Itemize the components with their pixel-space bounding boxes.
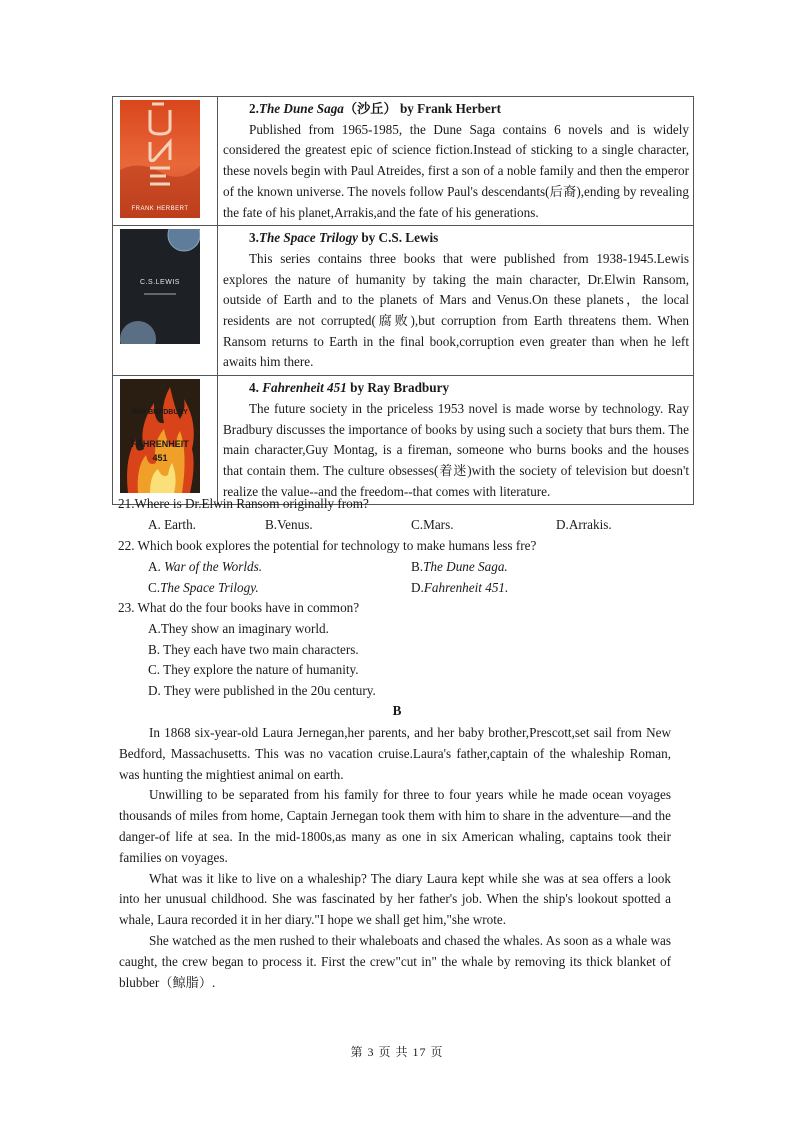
book-cover-cell bbox=[113, 97, 218, 226]
question-stem: 23. What do the four books have in common? bbox=[118, 600, 360, 615]
option-text: The Dune Saga. bbox=[423, 558, 508, 574]
book-cover-cell bbox=[113, 376, 218, 505]
book-number: 4. bbox=[249, 380, 263, 396]
question-22 bbox=[118, 536, 678, 598]
option-b: B.Venus. bbox=[265, 516, 313, 532]
book-description: The future society in the priceless 1953 novel is made worse by technology. Ray Bradbury discusses the importance of books by using such a society that burs them. The main character,Guy Montag, is a fireman, someone who burns books and the houses that contain them. The culture obsesses(着迷)with the society of television but doesn't realize the value--and the freedom--that comes with literature. bbox=[223, 400, 689, 499]
passage-paragraph: Unwilling to be separated from his family for three to four years while he made ocean voyages thousands of miles from home, Captain Jernegan took them with him to share in the adventure—and the danger-of life at sea. In the mid-1800s,as many as one in six American whaling, captains took their families on voyages. bbox=[119, 787, 671, 865]
option-d: D.Arrakis. bbox=[556, 516, 612, 532]
option-d: D. They were published in the 20u century. bbox=[148, 683, 376, 699]
section-b-passage bbox=[119, 723, 671, 993]
option-b bbox=[411, 557, 508, 578]
option-letter: C. bbox=[148, 579, 161, 595]
option-letter: D. bbox=[411, 579, 424, 595]
question-23 bbox=[118, 598, 678, 702]
option-text: The Space Trilogy. bbox=[160, 579, 259, 595]
book-number: 2. bbox=[249, 101, 259, 116]
fahrenheit-cover-title: FAHRENHEIT 451 bbox=[131, 439, 189, 464]
book-table bbox=[112, 96, 694, 505]
option-letter: B. bbox=[411, 558, 424, 574]
passage-paragraph: She watched as the men rushed to their whaleboats and chased the whales. As soon as a whale was caught, the crew began to process it. First the crew"cut in" the whale by removing its thick blanket of blubber（鲸脂）. bbox=[119, 932, 671, 990]
question-21 bbox=[118, 494, 678, 536]
dune-cover-image bbox=[120, 100, 200, 218]
option-text: War of the Worlds. bbox=[164, 558, 263, 574]
book-cover-cell bbox=[113, 226, 218, 376]
options-row bbox=[118, 578, 678, 599]
page-footer: 第 3 页 共 17 页 bbox=[350, 1045, 444, 1059]
book-title: The Space Trilogy bbox=[258, 230, 359, 246]
fahrenheit-cover-image bbox=[120, 379, 200, 493]
dune-cover-author: FRANK HERBERT bbox=[131, 206, 189, 212]
question-stem: 21.Where is Dr.Elwin Ransom originally from? bbox=[118, 496, 369, 511]
option-a: A. Earth. bbox=[148, 516, 196, 532]
book-cn-title: （沙丘） bbox=[343, 101, 397, 116]
option-letter: A. bbox=[148, 558, 165, 574]
space-trilogy-cover-text: C.S.LEWIS bbox=[140, 279, 180, 287]
fahrenheit-cover-author: RAY BRADBURY bbox=[132, 409, 188, 417]
option-c bbox=[148, 578, 259, 599]
book-author: by C.S. Lewis bbox=[358, 230, 439, 246]
book-number: 3. bbox=[249, 230, 259, 246]
options-row bbox=[118, 557, 678, 578]
book-description: This series contains three books that were published from 1938-1945.Lewis explores the nature of humanity by taking the main character, Dr.Elwin Ransom, outside of Earth and to the planets of Mars and Venus.On these planets，the local residents are not corrupted(腐败),but corruption from Earth threatens them. When Ransom returns to Earth in the final book,corruption even greater than when he left awaits him there. bbox=[223, 250, 689, 370]
option-a: A.They show an imaginary world. bbox=[148, 620, 329, 636]
book-heading bbox=[223, 228, 689, 249]
book-row-fahrenheit bbox=[113, 376, 694, 505]
book-heading bbox=[223, 99, 689, 120]
options-row bbox=[118, 515, 678, 536]
passage-paragraph: In 1868 six-year-old Laura Jernegan,her parents, and her baby brother,Prescott,set sail from New Bedford, Massachusetts. This was no vacation cruise.Laura's father,captain of the whaleship Roman, was hunting the mightiest animal on earth. bbox=[119, 725, 671, 782]
book-description: Published from 1965-1985, the Dune Saga contains 6 novels and is widely considered the greatest epic of science fiction.Instead of sticking to a single character, these novels begin with Paul Atreides, first a son of a noble family and then the emperor of the known universe. The novels follow Paul's descendants(后裔),ending by revealing the fate of his planet,Arrakis,and the fate of his generations. bbox=[223, 121, 689, 220]
book-row-dune bbox=[113, 97, 694, 226]
option-text: Fahrenheit 451. bbox=[423, 579, 509, 595]
book-title: Fahrenheit 451 bbox=[262, 380, 347, 396]
book-row-space-trilogy bbox=[113, 226, 694, 376]
book-author: by Frank Herbert bbox=[396, 101, 502, 116]
passage-paragraph: What was it like to live on a whaleship? The diary Laura kept while she was at sea offers a look into her unusual childhood. She was fascinated by her father's job. When the ship's lookout spotted a whale, Laura recorded it in her diary."I hope we shall get him,"she wrote. bbox=[119, 870, 671, 928]
book-author: by Ray Bradbury bbox=[346, 380, 450, 396]
book-heading bbox=[223, 378, 689, 399]
option-a bbox=[148, 557, 262, 578]
option-d bbox=[411, 578, 508, 599]
option-c: C.Mars. bbox=[411, 516, 454, 532]
book-title: The Dune Saga bbox=[258, 101, 344, 116]
section-b-title: B bbox=[392, 703, 402, 718]
book-text-cell bbox=[218, 376, 694, 505]
question-stem: 22. Which book explores the potential for technology to make humans less fre? bbox=[118, 538, 537, 553]
option-c: C. They explore the nature of humanity. bbox=[148, 662, 359, 678]
book-text-cell bbox=[218, 97, 694, 226]
book-text-cell bbox=[218, 226, 694, 376]
space-trilogy-cover-image bbox=[120, 229, 200, 344]
option-b: B. They each have two main characters. bbox=[148, 641, 359, 657]
